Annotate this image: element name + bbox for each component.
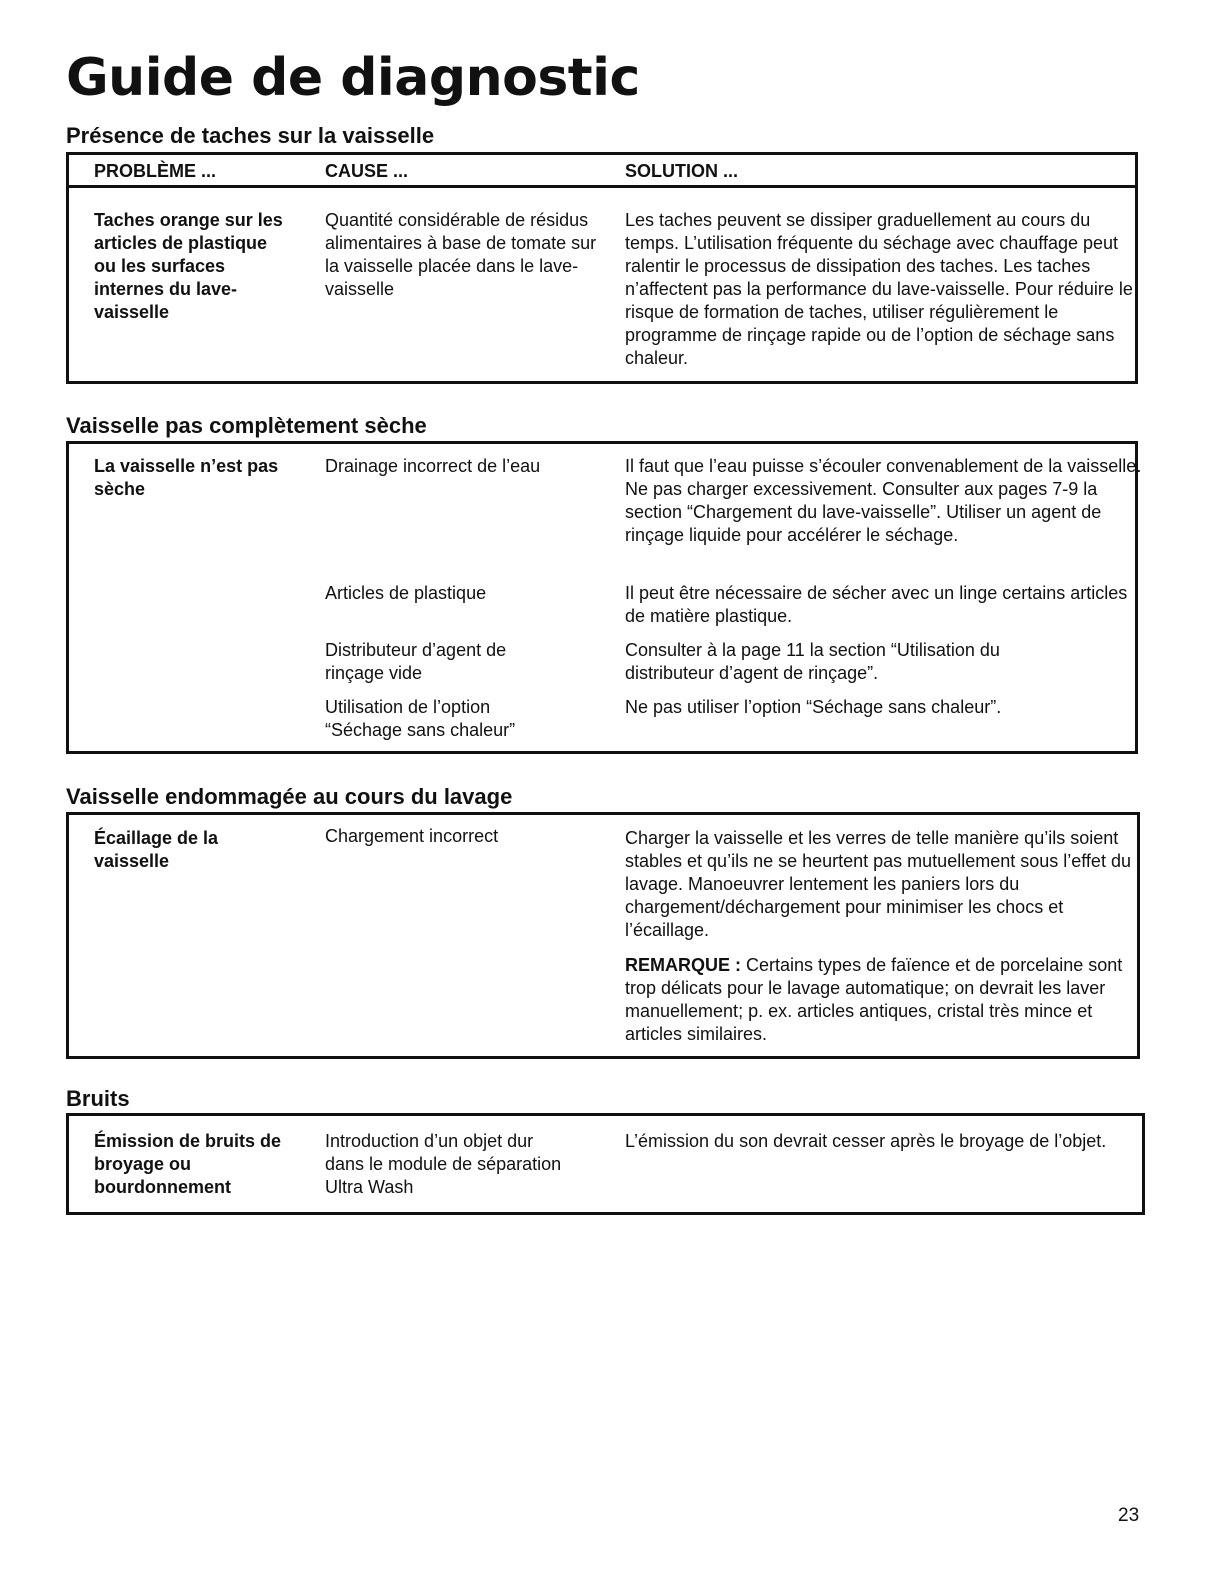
solution-cell: Charger la vaisselle et les verres de telle manière qu’ils soient stables et qu’ils ne se heurtent pas mutuellement sous l’effet du lavage. Manoeuvrer lentement les paniers lors du chargement/déchargement pour minimiser les chocs et l’écaillage.	[625, 828, 1131, 940]
remarque-label: REMARQUE :	[625, 955, 741, 975]
cause-cell: Introduction d’un objet dur dans le module de séparation Ultra Wash	[325, 1131, 562, 1197]
solution-cell: Consulter à la page 11 la section “Utilisation du distributeur d’agent de rinçage”.	[625, 640, 1000, 683]
solution-cell: Il peut être nécessaire de sécher avec un linge certains articles de matière plastique.	[625, 583, 1128, 626]
solution-cell: Ne pas utiliser l’option “Séchage sans chaleur”.	[625, 697, 1002, 717]
section-title-sechage: Vaisselle pas complètement sèche	[66, 413, 427, 438]
page-number: 23	[1118, 1505, 1140, 1526]
header-cause: CAUSE ...	[325, 161, 409, 181]
section-title-taches: Présence de taches sur la vaisselle	[66, 123, 435, 148]
solution-cell: L’émission du son devrait cesser après le broyage de l’objet.	[625, 1131, 1107, 1151]
solution-cell: Les taches peuvent se dissiper graduellement au cours du temps. L’utilisation fréquente du séchage avec chauffage peut ralentir le processus de dissipation des taches. Les taches n’affectent pas la performance du lave-vaisselle. Pour réduire le risque de formation de taches, utiliser régulièrement le programme de rinçage rapide ou de l’option de séchage sans chaleur.	[625, 210, 1133, 368]
diagnostic-table-bruits	[66, 1113, 1145, 1215]
section-title-endommagee: Vaisselle endommagée au cours du lavage	[66, 784, 513, 809]
remarque-note	[625, 954, 1140, 1046]
remarque-text: Certains types de faïence et de porcelaine sont trop délicats pour le lavage automatique; on devrait les laver manuellement; p. ex. articles antiques, cristal très mince et articles similaires.	[625, 955, 1123, 1044]
solution-cell: Il faut que l’eau puisse s’écouler convenablement de la vaisselle. Ne pas charger excessivement. Consulter aux pages 7-9 la section “Chargement du lave-vaisselle”. Utiliser un agent de rinçage liquide pour accélérer le séchage.	[625, 456, 1142, 545]
problem-cell: Écaillage de la vaisselle	[94, 828, 219, 871]
diagnostic-table-endommagee	[66, 812, 1140, 1059]
diagnostic-table-taches	[66, 152, 1138, 384]
header-probleme: PROBLÈME ...	[94, 161, 217, 181]
section-title-bruits: Bruits	[66, 1086, 130, 1111]
cause-cell: Drainage incorrect de l’eau	[325, 456, 541, 476]
cause-cell: Chargement incorrect	[325, 826, 499, 846]
cause-cell: Distributeur d’agent de rinçage vide	[325, 640, 507, 683]
problem-cell: Taches orange sur les articles de plastique ou les surfaces internes du lave-vaisselle	[94, 210, 283, 322]
problem-cell: La vaisselle n’est pas sèche	[94, 456, 279, 499]
cause-cell: Utilisation de l’option “Séchage sans chaleur”	[325, 697, 516, 740]
header-solution: SOLUTION ...	[625, 161, 739, 181]
cause-cell: Quantité considérable de résidus alimentaires à base de tomate sur la vaisselle placée dans le lave-vaisselle	[325, 210, 597, 299]
cause-cell: Articles de plastique	[325, 583, 487, 603]
page-title: Guide de diagnostic	[66, 48, 640, 108]
problem-cell: Émission de bruits de broyage ou bourdonnement	[94, 1131, 282, 1197]
table-header-row	[69, 155, 1135, 188]
diagnostic-table-sechage	[66, 441, 1142, 754]
